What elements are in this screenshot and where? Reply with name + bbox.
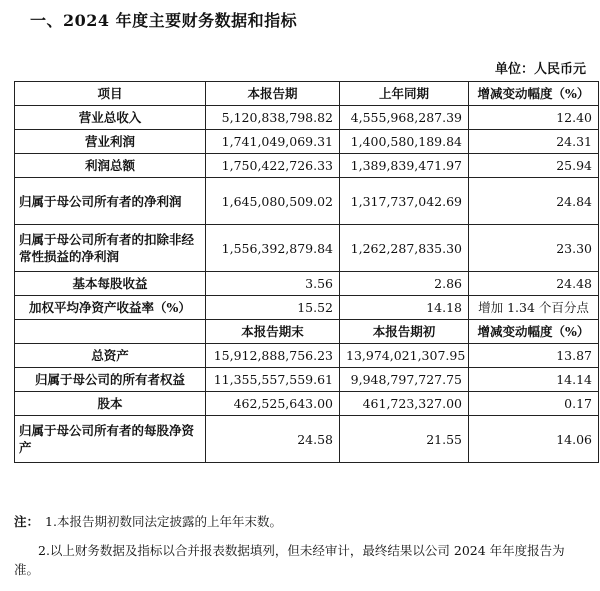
notes-lead: 注： <box>14 514 40 529</box>
prior-period-value: 1,262,287,835.30 <box>340 225 469 272</box>
row-label: 基本每股收益 <box>15 272 206 296</box>
period-end-value: 15,912,888,756.23 <box>206 344 340 368</box>
current-period-value: 15.52 <box>206 296 340 320</box>
change-value: 增加 1.34 个百分点 <box>469 296 599 320</box>
unit-note: 单位：人民币元 <box>494 62 586 77</box>
table-row <box>15 178 599 225</box>
period-start-value: 13,974,021,307.95 <box>340 344 469 368</box>
header-cell: 上年同期 <box>340 82 469 106</box>
change-value: 25.94 <box>469 154 599 178</box>
change-value: 24.48 <box>469 272 599 296</box>
row-label: 加权平均净资产收益率（%） <box>15 296 206 320</box>
row-label: 营业利润 <box>15 130 206 154</box>
row-label: 归属于母公司所有者的每股净资产 <box>15 416 206 463</box>
note-2: 2.以上财务数据及指标以合并报表数据填列，但未经审计，最终结果以公司 2024 年年度报告为准。 <box>14 543 565 577</box>
header-cell: 本报告期初 <box>340 320 469 344</box>
table-row <box>15 106 599 130</box>
header-cell: 增减变动幅度（%） <box>469 82 599 106</box>
header-cell-empty <box>15 320 206 344</box>
period-start-value: 9,948,797,727.75 <box>340 368 469 392</box>
table-row <box>15 392 599 416</box>
prior-period-value: 4,555,968,287.39 <box>340 106 469 130</box>
change-value: 24.31 <box>469 130 599 154</box>
prior-period-value: 1,317,737,042.69 <box>340 178 469 225</box>
period-end-value: 11,355,557,559.61 <box>206 368 340 392</box>
period-end-value: 24.58 <box>206 416 340 463</box>
section-title: 一、2024 年度主要财务数据和指标 <box>30 11 298 30</box>
current-period-value: 1,556,392,879.84 <box>206 225 340 272</box>
row-label: 总资产 <box>15 344 206 368</box>
change-value: 0.17 <box>469 392 599 416</box>
header-cell: 本报告期末 <box>206 320 340 344</box>
table-row <box>15 154 599 178</box>
change-value: 23.30 <box>469 225 599 272</box>
change-value: 14.14 <box>469 368 599 392</box>
row-label: 利润总额 <box>15 154 206 178</box>
header-cell: 增减变动幅度（%） <box>469 320 599 344</box>
current-period-value: 1,750,422,726.33 <box>206 154 340 178</box>
header-cell: 项目 <box>15 82 206 106</box>
prior-period-value: 2.86 <box>340 272 469 296</box>
note-1-text: 1.本报告期初数同法定披露的上年年末数。 <box>45 514 282 529</box>
current-period-value: 1,645,080,509.02 <box>206 178 340 225</box>
row-label: 营业总收入 <box>15 106 206 130</box>
table-row <box>15 225 599 272</box>
row-label: 股本 <box>15 392 206 416</box>
change-value: 13.87 <box>469 344 599 368</box>
change-value: 24.84 <box>469 178 599 225</box>
table-row <box>15 344 599 368</box>
table-row <box>15 368 599 392</box>
financial-table <box>14 81 599 463</box>
prior-period-value: 14.18 <box>340 296 469 320</box>
period-start-value: 461,723,327.00 <box>340 392 469 416</box>
row-label: 归属于母公司所有者的净利润 <box>15 178 206 225</box>
period-start-value: 21.55 <box>340 416 469 463</box>
prior-period-value: 1,389,839,471.97 <box>340 154 469 178</box>
table-row <box>15 296 599 320</box>
current-period-value: 5,120,838,798.82 <box>206 106 340 130</box>
current-period-value: 1,741,049,069.31 <box>206 130 340 154</box>
table-row <box>15 272 599 296</box>
period-end-value: 462,525,643.00 <box>206 392 340 416</box>
table-row <box>15 130 599 154</box>
prior-period-value: 1,400,580,189.84 <box>340 130 469 154</box>
change-value: 12.40 <box>469 106 599 130</box>
change-value: 14.06 <box>469 416 599 463</box>
table-header-row <box>15 320 599 344</box>
header-cell: 本报告期 <box>206 82 340 106</box>
row-label: 归属于母公司所有者的扣除非经常性损益的净利润 <box>15 225 206 272</box>
table-row <box>15 416 599 463</box>
notes <box>14 512 586 579</box>
current-period-value: 3.56 <box>206 272 340 296</box>
note-1 <box>14 512 586 531</box>
row-label: 归属于母公司的所有者权益 <box>15 368 206 392</box>
table-header-row <box>15 82 599 106</box>
